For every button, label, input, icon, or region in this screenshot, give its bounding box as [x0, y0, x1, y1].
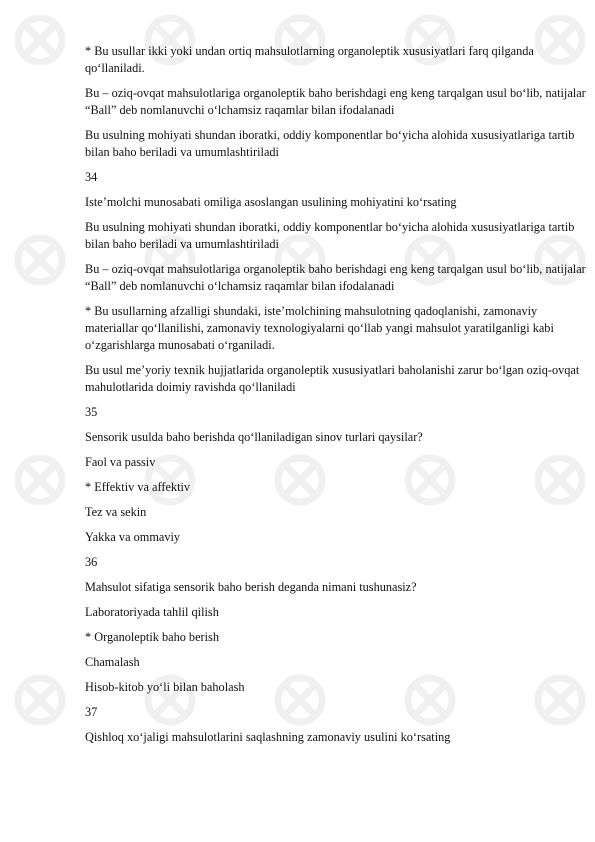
answer-option: Hisob-kitob yo‘li bilan baholash: [85, 680, 245, 694]
answer-option: Laboratoriyada tahlil qilish: [85, 605, 219, 619]
question-number: 37: [85, 705, 98, 719]
question-text: Mahsulot sifatiga sensorik baho berish deganda nimani tushunasiz?: [85, 580, 417, 594]
answer-option: Faol va passiv: [85, 455, 156, 469]
answer-option: Bu – oziq-ovqat mahsulotlariga organoleptik baho berishdagi eng keng tarqalgan usul bo‘lib, natijalar “Ball” deb nomlanuvchi o‘lchamsiz raqamlar bilan ifodalanadi: [85, 86, 586, 117]
question-text: Qishloq xo‘jaligi mahsulotlarini saqlashning zamonaviy usulini ko‘rsating: [85, 730, 451, 744]
question-number: 34: [85, 170, 98, 184]
answer-option: Bu usulning mohiyati shundan iboratki, oddiy komponentlar bo‘yicha alohida xususiyatlariga tartib bilan baho beriladi va umumlashtiriladi: [85, 220, 575, 251]
document-body: [85, 43, 588, 754]
answer-option: * Effektiv va affektiv: [85, 480, 191, 494]
answer-option: Bu usulning mohiyati shundan iboratki, oddiy komponentlar bo‘yicha alohida xususiyatlariga tartib bilan baho beriladi va umumlashtiriladi: [85, 128, 575, 159]
answer-option: Chamalash: [85, 655, 140, 669]
answer-option: Bu – oziq-ovqat mahsulotlariga organoleptik baho berishdagi eng keng tarqalgan usul bo‘lib, natijalar “Ball” deb nomlanuvchi o‘lchamsiz raqamlar bilan ifodalanadi: [85, 262, 586, 293]
question-text: Sensorik usulda baho berishda qo‘llaniladigan sinov turlari qaysilar?: [85, 430, 423, 444]
question-number: 35: [85, 405, 98, 419]
answer-option: * Organoleptik baho berish: [85, 630, 219, 644]
question-number: 36: [85, 555, 98, 569]
answer-option: * Bu usullar ikki yoki undan ortiq mahsulotlarning organoleptik xususiyatlari farq qilganda qo‘llaniladi.: [85, 44, 534, 75]
answer-option: Tez va sekin: [85, 505, 147, 519]
answer-option: Yakka va ommaviy: [85, 530, 181, 544]
question-text: Iste’molchi munosabati omiliga asoslangan usulining mohiyatini ko‘rsating: [85, 195, 457, 209]
answer-option: Bu usul me’yoriy texnik hujjatlarida organoleptik xususiyatlari baholanishi zarur bo‘lgan oziq-ovqat mahulotlarida doimiy ravishda qo‘llaniladi: [85, 363, 580, 394]
answer-option: * Bu usullarning afzalligi shundaki, iste’molchining mahsulotning qadoqlanishi, zamonaviy materiallar qo‘llanilishi, zamonaviy texnologiyalarni qo‘llab yangi mahsulot yaratilganligi kabi o‘zgarishlarga munosabati o‘rganiladi.: [85, 304, 554, 352]
